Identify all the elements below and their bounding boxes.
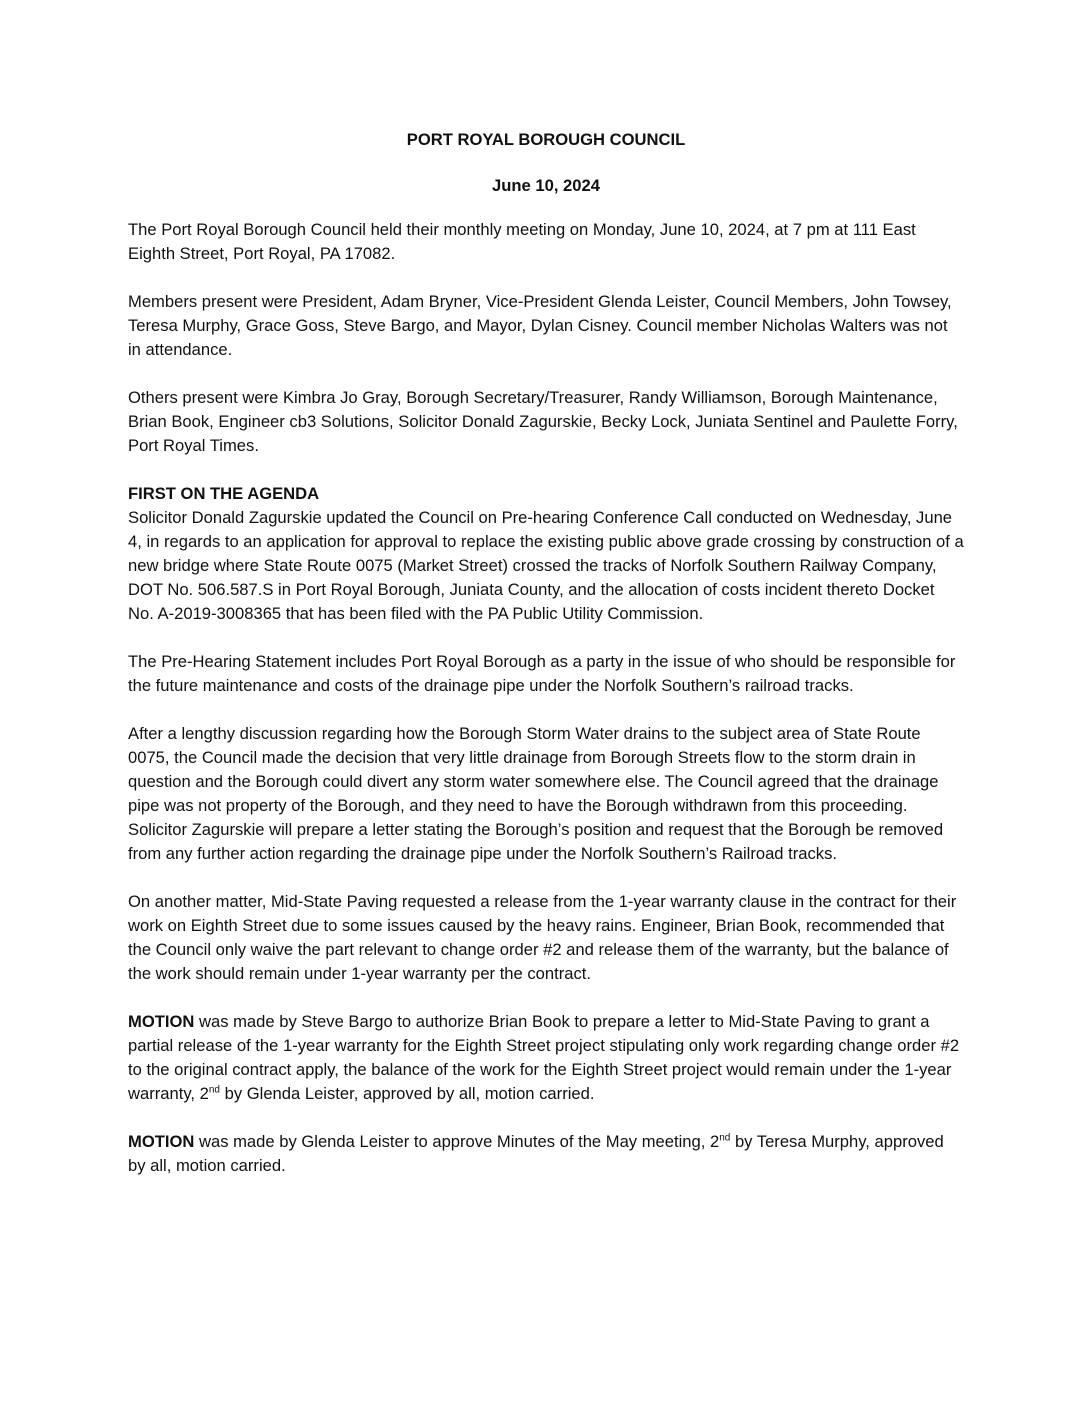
motion-paragraph-2 bbox=[128, 1130, 964, 1178]
motion-text: was made by Glenda Leister to approve Minutes of the May meeting, 2 bbox=[194, 1132, 720, 1151]
document-title: PORT ROYAL BOROUGH COUNCIL bbox=[406, 130, 686, 149]
motion-text: by Glenda Leister, approved by all, motion carried. bbox=[219, 1084, 595, 1103]
first-agenda-heading: FIRST ON THE AGENDA bbox=[128, 484, 320, 503]
pre-hearing-paragraph: The Pre-Hearing Statement includes Port Royal Borough as a party in the issue of who should be responsible for the future maintenance and costs of the drainage pipe under the Norfolk Southern’s railroad tracks. bbox=[128, 652, 956, 695]
discussion-paragraph: After a lengthy discussion regarding how the Borough Storm Water drains to the subject area of State Route 0075, the Council made the decision that very little drainage from Borough Streets flow to the storm drain in question and the Borough could divert any storm water somewhere else. The Council agreed that the drainage pipe was not property of the Borough, and they need to have the Borough withdrawn from this proceeding. Solicitor Zagurskie will prepare a letter stating the Borough’s position and request that the Borough be removed from any further action regarding the drainage pipe under the Norfolk Southern’s Railroad tracks. bbox=[128, 724, 944, 863]
paving-paragraph: On another matter, Mid-State Paving requested a release from the 1-year warranty clause in the contract for their work on Eighth Street due to some issues caused by the heavy rains. Engineer, Brian Book, recommended that the Council only waive the part relevant to change order #2 and release them of the warranty, but the balance of the work should remain under 1-year warranty per the contract. bbox=[128, 892, 957, 983]
document-body bbox=[128, 128, 964, 1178]
first-agenda-section bbox=[128, 482, 964, 626]
intro-paragraph: The Port Royal Borough Council held their monthly meeting on Monday, June 10, 2024, at 7 pm at 111 East Eighth Street, Port Royal, PA 17082. bbox=[128, 220, 916, 263]
motion-paragraph-1 bbox=[128, 1010, 964, 1106]
motion-label: MOTION bbox=[128, 1132, 195, 1151]
members-paragraph: Members present were President, Adam Bryner, Vice-President Glenda Leister, Council Members, John Towsey, Teresa Murphy, Grace Goss, Steve Bargo, and Mayor, Dylan Cisney. Council member Nicholas Walters was not in attendance. bbox=[128, 292, 952, 359]
ordinal-suffix: nd bbox=[719, 1132, 731, 1144]
first-agenda-text: Solicitor Donald Zagurskie updated the Council on Pre-hearing Conference Call conducted on Wednesday, June 4, in regards to an application for approval to replace the existing public above grade crossing by construction of a new bridge where State Route 0075 (Market Street) crossed the tracks of Norfolk Southern Railway Company, DOT No. 506.587.S in Port Royal Borough, Juniata County, and the allocation of costs incident thereto Docket No. A-2019-3008365 that has been filed with the PA Public Utility Commission. bbox=[128, 508, 964, 623]
motion-label: MOTION bbox=[128, 1012, 195, 1031]
meeting-date: June 10, 2024 bbox=[492, 176, 600, 195]
motion-text: was made by Steve Bargo to authorize Brian Book to prepare a letter to Mid-State Paving to grant a partial release of the 1-year warranty for the Eighth Street project stipulating only work regarding change order #2 to the original contract apply, the balance of the work for the Eighth Street project would remain under the 1-year warranty, 2 bbox=[128, 1012, 960, 1103]
ordinal-suffix: nd bbox=[208, 1084, 220, 1096]
motion-text: by Teresa Murphy, approved by all, motion carried. bbox=[128, 1132, 944, 1175]
others-paragraph: Others present were Kimbra Jo Gray, Borough Secretary/Treasurer, Randy Williamson, Borough Maintenance, Brian Book, Engineer cb3 Solutions, Solicitor Donald Zagurskie, Becky Lock, Juniata Sentinel and Paulette Forry, Port Royal Times. bbox=[128, 388, 958, 455]
